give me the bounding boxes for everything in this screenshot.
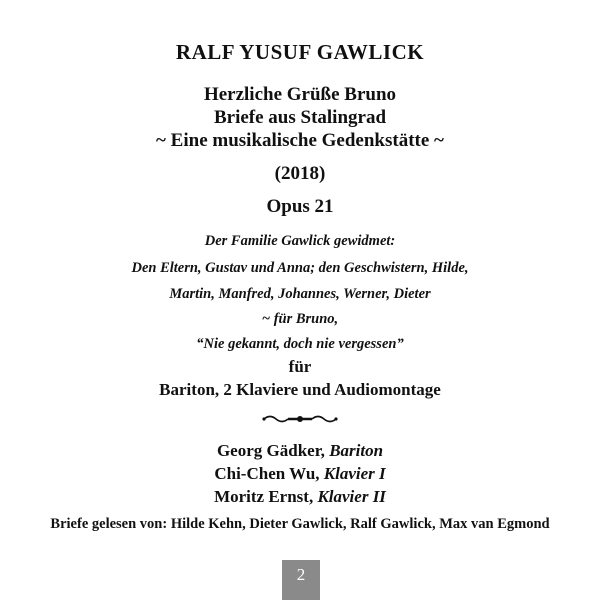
composition-year: (2018) (274, 163, 326, 184)
page-number: 2 (282, 560, 320, 600)
performer-line (0, 441, 600, 461)
opus-number: Opus 21 (266, 196, 334, 217)
work-description: ~ Eine musikalische Gedenkstätte ~ (156, 130, 444, 151)
dedication-line: “Nie gekannt, doch nie vergessen” (196, 336, 404, 352)
work-subtitle: Briefe aus Stalingrad (213, 107, 387, 128)
performer-role: Klavier II (317, 487, 386, 506)
performer-role: Bariton (329, 441, 384, 460)
performer-line (0, 487, 600, 507)
letter-readers: Briefe gelesen von: Hilde Kehn, Dieter Gawlick, Ralf Gawlick, Max van Egmond (50, 516, 550, 532)
performer-role: Klavier I (323, 464, 386, 483)
dedication-line: Der Familie Gawlick gewidmet: (204, 233, 396, 249)
dedication-line: Martin, Manfred, Johannes, Werner, Dieter (169, 286, 431, 302)
performer-line (0, 464, 600, 484)
performer-name: Georg Gädker, (216, 441, 330, 460)
dedication-line: Den Eltern, Gustav und Anna; den Geschwistern, Hilde, (131, 260, 469, 276)
work-title: Herzliche Grüße Bruno (203, 84, 397, 105)
instrumentation: Bariton, 2 Klaviere und Audiomontage (159, 380, 441, 399)
ornament-divider-icon (262, 412, 338, 426)
performer-name: Moritz Ernst, (214, 487, 318, 506)
dedication-line: ~ für Bruno, (261, 311, 339, 327)
for-label: für (288, 357, 312, 376)
performer-name: Chi-Chen Wu, (214, 464, 324, 483)
composer-name: RALF YUSUF GAWLICK (175, 40, 425, 64)
